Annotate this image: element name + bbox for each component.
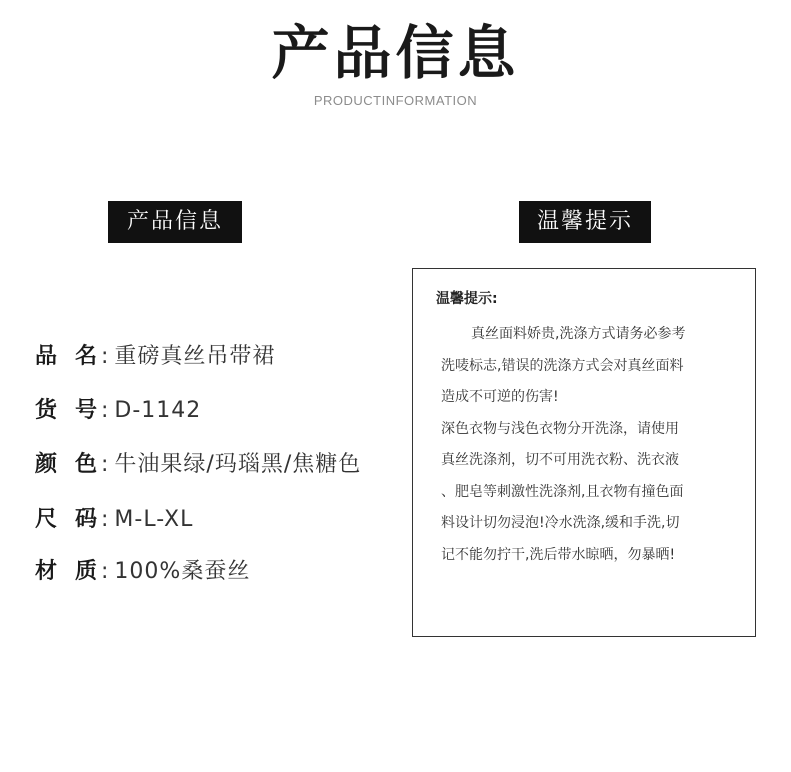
tips-tag: 温馨提示 bbox=[519, 201, 651, 243]
spec-row-name bbox=[35, 340, 275, 374]
care-tip-line: 深色衣物与浅色衣物分开洗涤，请使用 bbox=[441, 420, 679, 437]
spec-colon: : bbox=[101, 452, 109, 477]
product-info-tag: 产品信息 bbox=[108, 201, 242, 243]
spec-row-material bbox=[35, 555, 250, 589]
care-tip-line: 真丝面料娇贵,洗涤方式请务必参考 bbox=[471, 326, 686, 342]
spec-value-sku: D-1142 bbox=[114, 398, 202, 423]
care-tip-line: 记不能勿拧干,洗后带水晾晒，勿暴晒! bbox=[441, 546, 676, 563]
spec-value-material: 100%桑蚕丝 bbox=[114, 559, 251, 584]
care-tips-box bbox=[412, 268, 756, 637]
spec-label: 颜 色 bbox=[35, 452, 98, 477]
spec-label: 尺 码 bbox=[35, 507, 98, 532]
spec-row-size bbox=[35, 503, 193, 537]
spec-label: 材 质 bbox=[35, 559, 98, 584]
spec-label: 货 号 bbox=[35, 398, 98, 423]
spec-colon: : bbox=[101, 344, 109, 369]
care-tip-line: 洗唛标志,错误的洗涤方式会对真丝面料 bbox=[441, 357, 684, 374]
care-tip-line: 造成不可逆的伤害! bbox=[441, 389, 559, 405]
spec-colon: : bbox=[101, 398, 109, 423]
care-tip-line: 真丝洗涤剂，切不可用洗衣粉、洗衣液 bbox=[441, 452, 679, 468]
spec-label: 品 名 bbox=[35, 344, 98, 369]
spec-colon: : bbox=[101, 559, 109, 584]
spec-row-color bbox=[35, 448, 361, 482]
page-title: 产品信息 bbox=[271, 19, 520, 87]
care-tip-line: 料设计切勿浸泡!冷水洗涤,缓和手洗,切 bbox=[441, 515, 680, 531]
spec-value-size: M-L-XL bbox=[114, 507, 194, 532]
spec-value-color: 牛油果绿/玛瑙黑/焦糖色 bbox=[114, 452, 362, 477]
care-tips-body bbox=[441, 319, 737, 571]
spec-row-sku bbox=[35, 394, 201, 428]
spec-value-name: 重磅真丝吊带裙 bbox=[114, 344, 276, 369]
spec-colon: : bbox=[101, 507, 109, 532]
care-tip-line: 、肥皂等刺激性洗涤剂,且衣物有撞色面 bbox=[441, 483, 684, 500]
care-tips-heading: 温馨提示: bbox=[436, 291, 498, 307]
page-subtitle: PRODUCTINFORMATION bbox=[313, 93, 478, 108]
